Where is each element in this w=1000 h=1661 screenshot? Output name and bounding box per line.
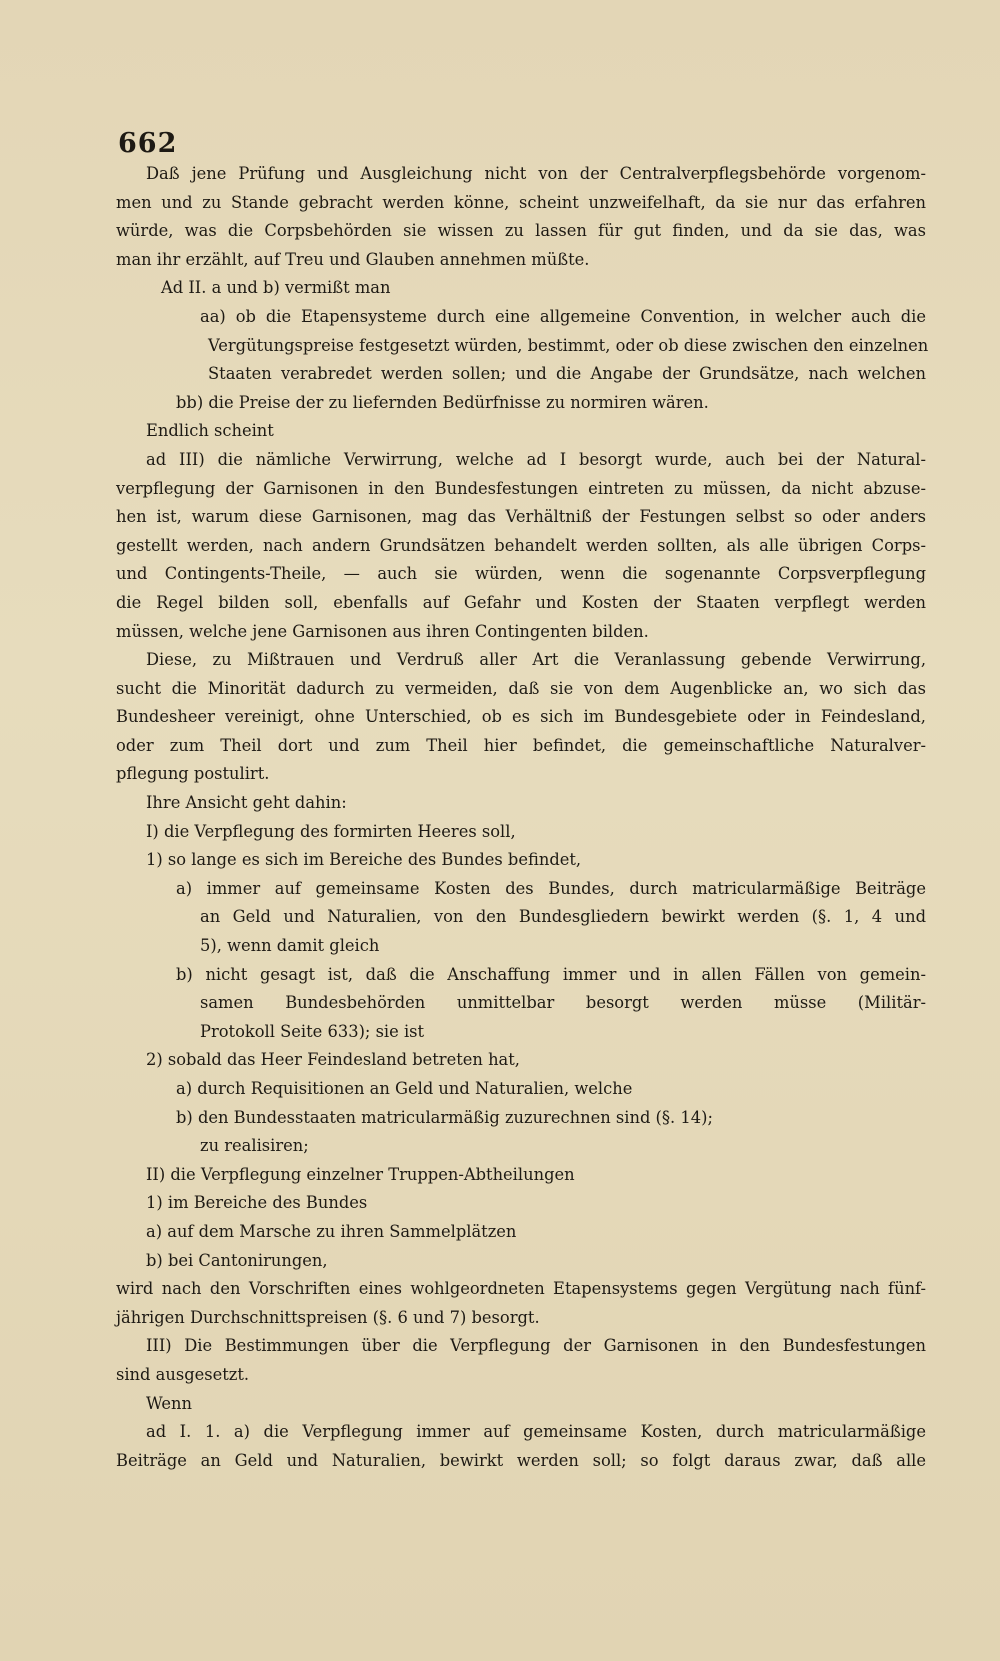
text-line: ad III) die nämliche Verwirrung, welche ad I besorgt wurde, auch bei der Natural- (146, 449, 926, 469)
text-line: müssen, welche jene Garnisonen aus ihren Contingenten bilden. (116, 621, 649, 641)
text-line: II) die Verpflegung einzelner Truppen-Abtheilungen (146, 1164, 575, 1184)
text-line: gestellt werden, nach andern Grundsätzen behandelt werden sollten, als alle übrigen Corps- (116, 535, 926, 555)
text-line: verpflegung der Garnisonen in den Bundesfestungen eintreten zu müssen, da nicht abzuse- (116, 478, 926, 498)
text-line: 1) so lange es sich im Bereiche des Bundes befindet, (146, 850, 582, 870)
text-line: bb) die Preise der zu liefernden Bedürfnisse zu normiren wären. (176, 392, 709, 412)
text-line: man ihr erzählt, auf Treu und Glauben annehmen müßte. (116, 249, 590, 269)
text-line: I) die Verpflegung des formirten Heeres soll, (146, 821, 516, 841)
text-line: samen Bundesbehörden unmittelbar besorgt werden müsse (Militär- (200, 993, 926, 1013)
text-line: 2) sobald das Heer Feindesland betreten hat, (146, 1050, 520, 1070)
text-line: wird nach den Vorschriften eines wohlgeordneten Etapensystems gegen Vergütung nach fünf- (116, 1279, 926, 1299)
text-line: III) Die Bestimmungen über die Verpflegung der Garnisonen in den Bundesfestungen (146, 1336, 926, 1356)
text-line: Vergütungspreise festgesetzt würden, bestimmt, oder ob diese zwischen den einzelnen (208, 335, 929, 355)
text-line: aa) ob die Etapensysteme durch eine allgemeine Convention, in welcher auch die (200, 306, 926, 326)
text-line: Diese, zu Mißtrauen und Verdruß aller Art die Veranlassung gebende Verwirrung, (146, 650, 926, 670)
page-body (116, 160, 929, 1475)
text-line: b) bei Cantonirungen, (146, 1250, 328, 1270)
text-line: an Geld und Naturalien, von den Bundesgliedern bewirkt werden (§. 1, 4 und (200, 907, 926, 927)
text-line: a) auf dem Marsche zu ihren Sammelplätzen (146, 1221, 517, 1241)
text-line: ad I. 1. a) die Verpflegung immer auf gemeinsame Kosten, durch matricularmäßige (146, 1422, 926, 1442)
text-line: sind ausgesetzt. (116, 1364, 250, 1384)
text-line: Wenn (146, 1393, 193, 1413)
text-line: Endlich scheint (146, 421, 274, 441)
text-line: die Regel bilden soll, ebenfalls auf Gefahr und Kosten der Staaten verpflegt werden (116, 592, 926, 612)
text-line: oder zum Theil dort und zum Theil hier befindet, die gemeinschaftliche Naturalver- (116, 735, 926, 755)
text-line: jährigen Durchschnittspreisen (§. 6 und 7) besorgt. (116, 1307, 540, 1327)
text-line: würde, was die Corpsbehörden sie wissen zu lassen für gut finden, und da sie das, was (116, 221, 926, 241)
text-line: zu realisiren; (200, 1136, 309, 1156)
text-line: b) nicht gesagt ist, daß die Anschaffung immer und in allen Fällen von gemein- (176, 964, 926, 984)
text-line: Ihre Ansicht geht dahin: (146, 793, 347, 813)
text-line: 5), wenn damit gleich (200, 936, 380, 956)
text-line: sucht die Minorität dadurch zu vermeiden, daß sie von dem Augenblicke an, wo sich das (116, 678, 926, 698)
text-line: Beiträge an Geld und Naturalien, bewirkt werden soll; so folgt daraus zwar, daß alle (116, 1450, 926, 1470)
text-line: pflegung postulirt. (116, 764, 270, 784)
text-line: Protokoll Seite 633); sie ist (200, 1021, 425, 1041)
page-number: 662 (118, 128, 178, 159)
text-line: Staaten verabredet werden sollen; und die Angabe der Grundsätze, nach welchen (208, 364, 926, 384)
text-line: 1) im Bereiche des Bundes (146, 1193, 368, 1213)
text-line: hen ist, warum diese Garnisonen, mag das Verhältniß der Festungen selbst so oder anders (116, 507, 926, 527)
text-line: Bundesheer vereinigt, ohne Unterschied, ob es sich im Bundesgebiete oder in Feindesland, (116, 707, 926, 727)
text-line: a) durch Requisitionen an Geld und Naturalien, welche (176, 1079, 633, 1098)
text-line: Daß jene Prüfung und Ausgleichung nicht von der Centralverpflegsbehörde vorgenom- (146, 164, 926, 183)
text-line: Ad II. a und b) vermißt man (161, 278, 391, 298)
text-line: a) immer auf gemeinsame Kosten des Bundes, durch matricularmäßige Beiträge (176, 878, 926, 898)
text-line: b) den Bundesstaaten matricularmäßig zuzurechnen sind (§. 14); (176, 1107, 713, 1127)
text-line: men und zu Stande gebracht werden könne, scheint unzweifelhaft, da sie nur das erfahren (116, 192, 926, 212)
text-line: und Contingents-Theile, — auch sie würden, wenn die sogenannte Corpsverpflegung (116, 564, 926, 584)
